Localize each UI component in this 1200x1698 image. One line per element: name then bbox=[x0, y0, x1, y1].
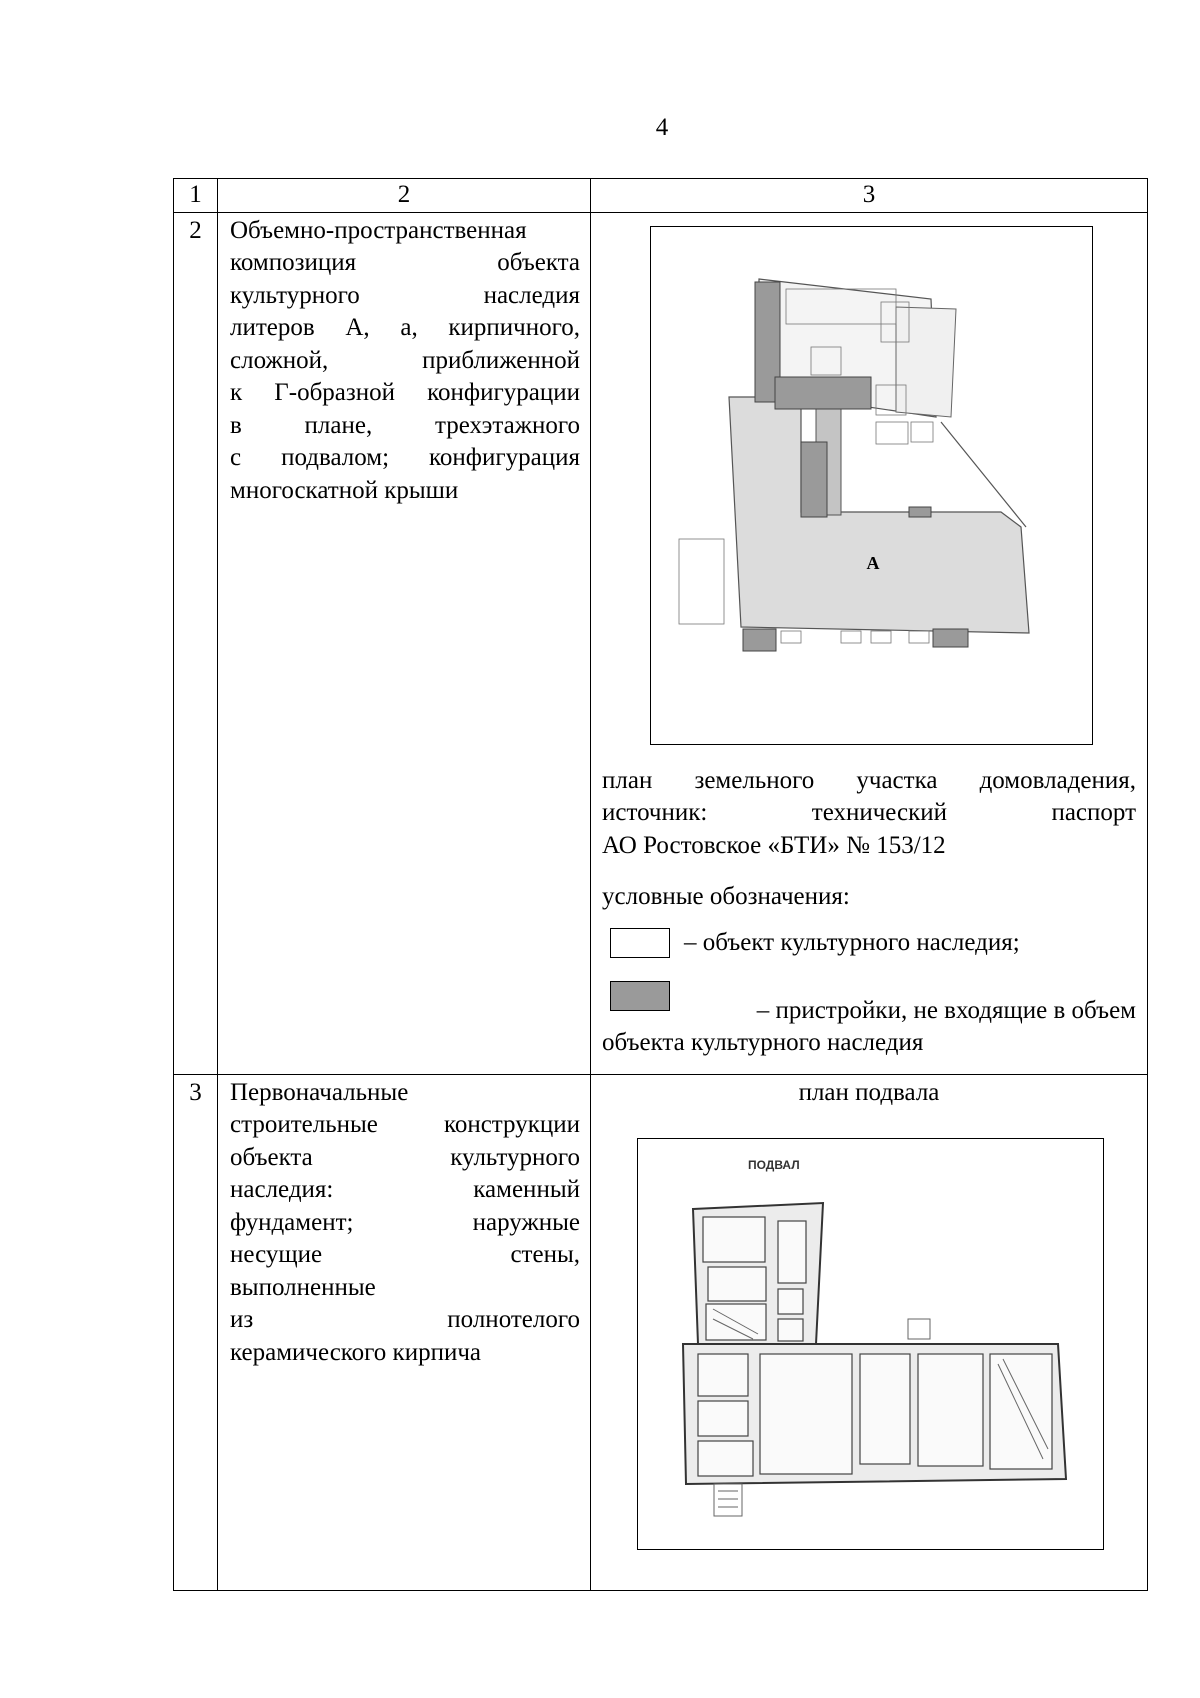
description-line: культурного наследия bbox=[230, 281, 580, 309]
legend-item-extension-b: объекта культурного наследия bbox=[602, 1028, 924, 1056]
basement-plan-drawing bbox=[638, 1139, 1103, 1549]
table-row bbox=[174, 1074, 1148, 1591]
caption-line: АО Ростовское «БТИ» № 153/12 bbox=[602, 831, 946, 859]
description-line: фундамент; наружные bbox=[230, 1208, 580, 1236]
description-line: литеров А, а, кирпичного, bbox=[230, 314, 580, 341]
page-number: 4 bbox=[655, 114, 669, 141]
extension-block bbox=[933, 629, 968, 647]
site-plan-drawing bbox=[651, 227, 1092, 744]
description-line: Первоначальные bbox=[230, 1078, 409, 1106]
description-line: объекта культурного bbox=[230, 1143, 580, 1171]
description-line: несущие стены, bbox=[230, 1241, 580, 1268]
site-boundary-line bbox=[941, 422, 1026, 527]
row-description bbox=[218, 212, 591, 1074]
extension-block bbox=[909, 507, 931, 517]
extension-block bbox=[775, 377, 871, 409]
plan-caption bbox=[602, 765, 1136, 863]
legend-item-extension-a: – пристройки, не входящие в объем bbox=[756, 996, 1136, 1024]
description-line: керамического кирпича bbox=[230, 1338, 482, 1366]
description-line: многоскатной крыши bbox=[230, 476, 459, 504]
description-line: к Г-образной конфигурации bbox=[230, 379, 580, 406]
description-line: из полнотелого bbox=[230, 1306, 580, 1333]
caption-line: план земельного участка домовладения, bbox=[602, 766, 1136, 794]
legend-swatch-heritage bbox=[610, 928, 670, 958]
building-a-shape bbox=[729, 397, 1029, 633]
table-header-row bbox=[174, 179, 1148, 213]
header-col-2: 2 bbox=[218, 179, 591, 213]
row-number: 3 bbox=[174, 1074, 218, 1591]
building-letter-a: А bbox=[866, 552, 880, 573]
legend-item-heritage: – объект культурного наследия; bbox=[684, 928, 1020, 956]
description-line: с подвалом; конфигурация bbox=[230, 444, 580, 471]
legend-title: условные обозначения: bbox=[602, 882, 850, 910]
row-illustration bbox=[591, 212, 1148, 1074]
site-plan-figure bbox=[650, 226, 1093, 745]
description-line: строительные конструкции bbox=[230, 1111, 580, 1138]
extension-block bbox=[801, 442, 827, 517]
description-line: выполненные bbox=[230, 1273, 376, 1301]
row-number: 2 bbox=[174, 212, 218, 1074]
document-table bbox=[173, 178, 1148, 1591]
building-right-wing bbox=[896, 307, 956, 417]
legend-swatch-extension bbox=[610, 981, 670, 1011]
table-row bbox=[174, 212, 1148, 1074]
caption-line: источник: технический паспорт bbox=[602, 799, 1136, 826]
description-line: в плане, трехэтажного bbox=[230, 411, 580, 439]
row-description bbox=[218, 1074, 591, 1591]
row-illustration bbox=[591, 1074, 1148, 1591]
header-col-3: 3 bbox=[591, 179, 1148, 213]
description-line: Объемно-пространственная bbox=[230, 216, 527, 244]
basement-heading: ПОДВАЛ bbox=[748, 1157, 800, 1172]
description-line: композиция объекта bbox=[230, 249, 580, 276]
extension-block bbox=[743, 629, 776, 651]
description-line: сложной, приближенной bbox=[230, 346, 580, 374]
basement-plan-title: план подвала bbox=[798, 1078, 940, 1106]
basement-plan-figure bbox=[637, 1138, 1104, 1550]
description-line: наследия: каменный bbox=[230, 1176, 580, 1203]
header-col-1: 1 bbox=[174, 179, 218, 213]
